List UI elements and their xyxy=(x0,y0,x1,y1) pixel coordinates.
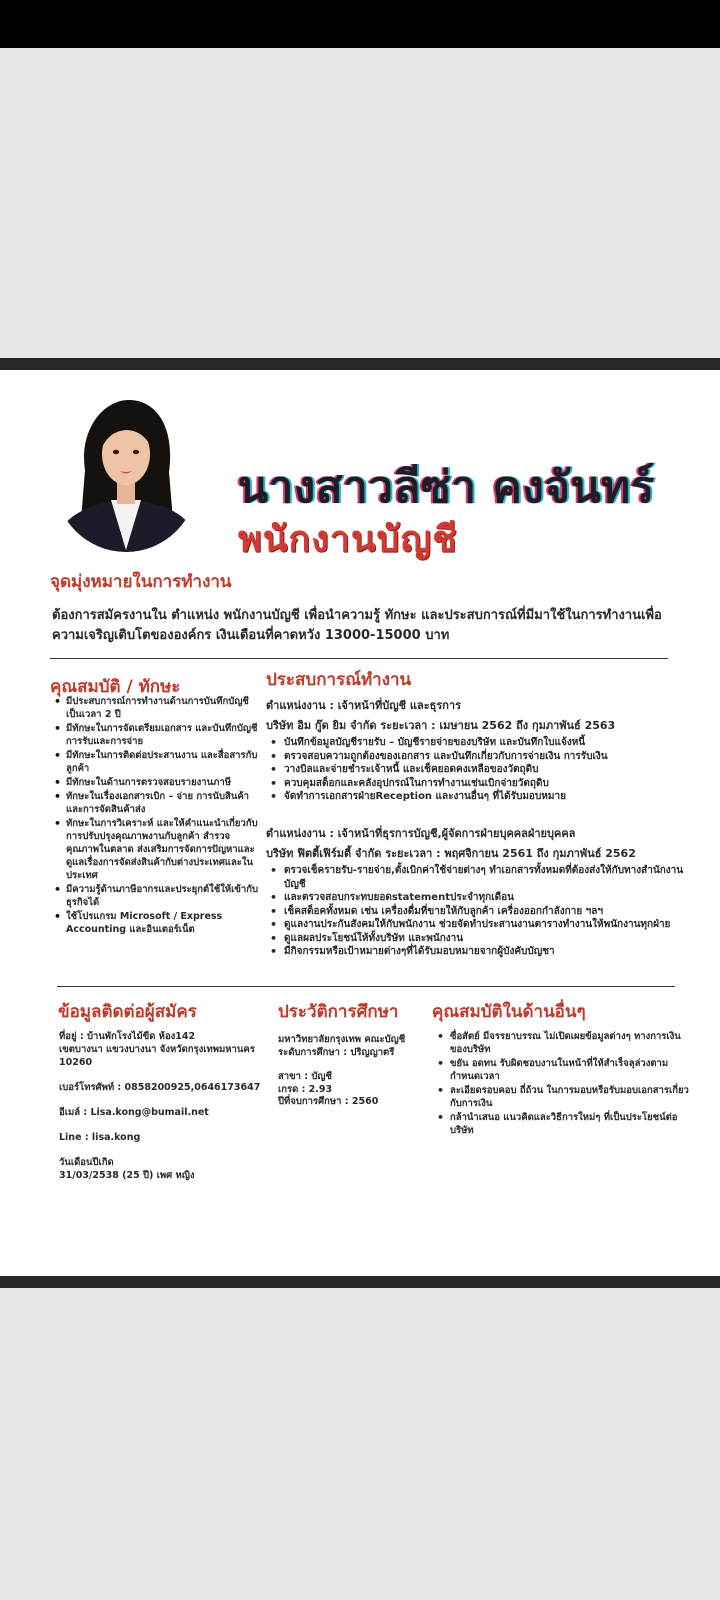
list-item: • ทักษะในการวิเคราะห์ และให้คำแนะนำเกี่ยวกับการปรับปรุงคุณภาพงานกับลูกค้า สำรวจคุณภาพในตลาด ส่งเสริมการจัดการปัญหาและดูแลเรื่องการจัดส่งสินค้ากับต่างประเทศและในประเทศ xyxy=(52,817,262,882)
list-item: • ดูแลงานประกันสังคมให้กับพนักงาน ช่วยจัดทำประสานงานตารางทำงานให้พนักงานทุกฝ่าย xyxy=(266,918,696,932)
job-role: ตำแหน่งงาน : เจ้าหน้าที่ธุรการบัญชี,ผู้จัดการฝ่ายบุคคลฝ่ายบุคคล xyxy=(266,827,576,840)
experience-title: ประสบการณ์ทำงาน xyxy=(266,670,412,690)
list-item: • กล้านำเสนอ แนวคิดและวิธีการใหม่ๆ ที่เป็นประโยชน์ต่อบริษัท xyxy=(434,1111,696,1137)
education-university: มหาวิทยาลัยกรุงเทพ คณะบัญชี xyxy=(278,1034,406,1045)
contact-birth xyxy=(59,1156,269,1182)
list-item: • ใช้โปรแกรม Microsoft / Express Accounting และอินเตอร์เน็ต xyxy=(52,910,262,936)
applicant-position: พนักงานบัญชี xyxy=(238,518,458,560)
address-value: เขตบางนา แขวงบางนา จังหวัดกรุงเทพมหานคร 10260 xyxy=(59,1044,255,1068)
list-item: • ตรวจสอบความถูกต้องของเอกสาร และบันทึกเกี่ยวกับการจ่ายเงิน การรับเงิน xyxy=(266,750,696,764)
list-item: • มีทักษะในการจัดเตรียมเอกสาร และบันทึกบัญชีการรับและการจ่าย xyxy=(52,722,262,748)
applicant-name: นางสาวลีซ่า คงจันทร์ xyxy=(238,462,655,513)
list-item: • จัดทำการเอกสารฝ่ายReception และงานอื่นๆ ที่ได้รับมอบหมาย xyxy=(266,790,696,804)
list-item: • ดูแลผลประโยชน์ให้ทั้งบริษัท และพนักงาน xyxy=(266,932,696,946)
list-item: • ซื่อสัตย์ มีจรรยาบรรณ ไม่เปิดเผยข้อมูลต่างๆ ทางการเงินของบริษัท xyxy=(434,1030,696,1056)
address-label: ที่อยู่ : บ้านพักโรงไม้ขีด ห้อง142 xyxy=(59,1031,196,1042)
contact-email: อีเมล์ : Lisa.kong@bumail.net xyxy=(59,1107,209,1118)
document-top-border xyxy=(0,358,720,370)
list-item: • มีกิจกรรมหรือเป้าหมายต่างๆที่ได้รับมอบหมายจากผู้บังคับบัญชา xyxy=(266,945,696,959)
list-item: • และตรวจสอบกระทบยอดstatementประจำทุกเดือน xyxy=(266,891,696,905)
list-item: • เช็คสต็อคทั้งหมด เช่น เครื่องดื่มที่ขายให้กับลูกค้า เครื่องออกกำลังกาย ฯลฯ xyxy=(266,905,696,919)
list-item: • มีประสบการณ์การทำงานด้านการบันทึกบัญชีเป็นเวลา 2 ปี xyxy=(52,695,262,721)
list-item: • ควบคุมสต็อกและคลังอุปกรณ์ในการทำงานเช่นเบิกจ่ายวัตถุดิบ xyxy=(266,777,696,791)
job-duties xyxy=(266,864,696,959)
contact-title: ข้อมูลติดต่อผู้สมัคร xyxy=(58,1002,197,1022)
objective-title: จุดมุ่งหมายในการทำงาน xyxy=(50,572,232,592)
document-bottom-border xyxy=(0,1276,720,1288)
list-item: • ทักษะในเรื่องเอกสารเบิก – จ่าย การนับสินค้า และการจัดสินค้าส่ง xyxy=(52,790,262,816)
education-gpa: เกรด : 2.93 xyxy=(278,1083,333,1095)
profile-photo xyxy=(55,400,197,552)
contact-line: Line : lisa.kong xyxy=(59,1132,141,1143)
skills-title: คุณสมบัติ / ทักษะ xyxy=(50,677,181,697)
education-level: ระดับการศึกษา : ปริญญาตรี xyxy=(278,1046,395,1058)
list-item: • มีทักษะในด้านการตรวจสอบรายงานภาษี xyxy=(52,776,262,789)
job-company: บริษัท อิม กู๊ด ยิม จำกัด ระยะเวลา : เมษายน 2562 ถึง กุมภาพันธ์ 2563 xyxy=(266,719,616,732)
objective-text: ต้องการสมัครงานใน ตำแหน่ง พนักงานบัญชี เพื่อนำความรู้ ทักษะ และประสบการณ์ที่มีมาใช้ในการทำงานเพื่อความเจริญเติบโตขององค์กร เงินเดือนที่คาดหวัง 13000-15000 บาท xyxy=(52,608,662,643)
skills-list xyxy=(52,695,262,937)
education-graduation: ปีที่จบการศึกษา : 2560 xyxy=(278,1096,379,1107)
others-list xyxy=(434,1030,696,1138)
list-item: • ขยัน อดทน รับผิดชอบงานในหน้าที่ให้สำเร็จลุล่วงตามกำหนดเวลา xyxy=(434,1057,696,1083)
contact-address xyxy=(59,1030,269,1069)
divider-bottom xyxy=(57,986,675,987)
birth-label: วันเดือนปีเกิด xyxy=(59,1157,114,1168)
job-role: ตำแหน่งงาน : เจ้าหน้าที่บัญชี และธุรการ xyxy=(266,699,462,712)
list-item: • วางบิลและจ่ายชำระเจ้าหนี้ และเช็คยอดคงเหลือของวัตถุดิบ xyxy=(266,763,696,777)
list-item: • ตรวจเช็ครายรับ-รายจ่าย,ตั้งเบิกค่าใช้จ่ายต่างๆ ทำเอกสารทั้งหมดที่ต้องส่งให้กับทางสำนักงานบัญชี xyxy=(266,864,696,891)
education-title: ประวัติการศึกษา xyxy=(278,1002,399,1022)
list-item: • บันทึกข้อมูลบัญชีรายรับ – บัญชีรายจ่ายของบริษัท และบันทึกใบแจ้งหนี้ xyxy=(266,736,696,750)
education-details xyxy=(278,1034,428,1109)
others-title: คุณสมบัติในด้านอื่นๆ xyxy=(432,1002,586,1022)
profile-photo-illustration xyxy=(55,400,197,552)
birth-value: 31/03/2538 (25 ปี) เพศ หญิง xyxy=(59,1170,195,1181)
list-item: • มีความรู้ด้านภาษีอากรและประยุกต์ใช้ให้เข้ากับธุรกิจได้ xyxy=(52,883,262,909)
divider-top xyxy=(50,658,668,659)
list-item: • ละเอียดรอบคอบ ถี่ถ้วน ในการมอบหรือรับมอบเอกสารเกี่ยวกับการเงิน xyxy=(434,1084,696,1110)
resume-page xyxy=(0,370,720,1276)
job-company: บริษัท ฟิตตี้เฟิร์มตี้ จำกัด ระยะเวลา : พฤศจิกายน 2561 ถึง กุมภาพันธ์ 2562 xyxy=(266,847,636,860)
contact-phone: เบอร์โทรศัพท์ : 0858200925,0646173647 xyxy=(59,1082,261,1093)
job-entry-2 xyxy=(266,826,696,959)
education-major: สาขา : บัญชี xyxy=(278,1071,332,1082)
contact-details xyxy=(59,1030,269,1194)
job-duties xyxy=(266,736,696,804)
top-status-bar xyxy=(0,0,720,48)
list-item: • มีทักษะในการติดต่อประสานงาน และสื่อสารกับลูกค้า xyxy=(52,749,262,775)
job-entry-1 xyxy=(266,698,696,804)
